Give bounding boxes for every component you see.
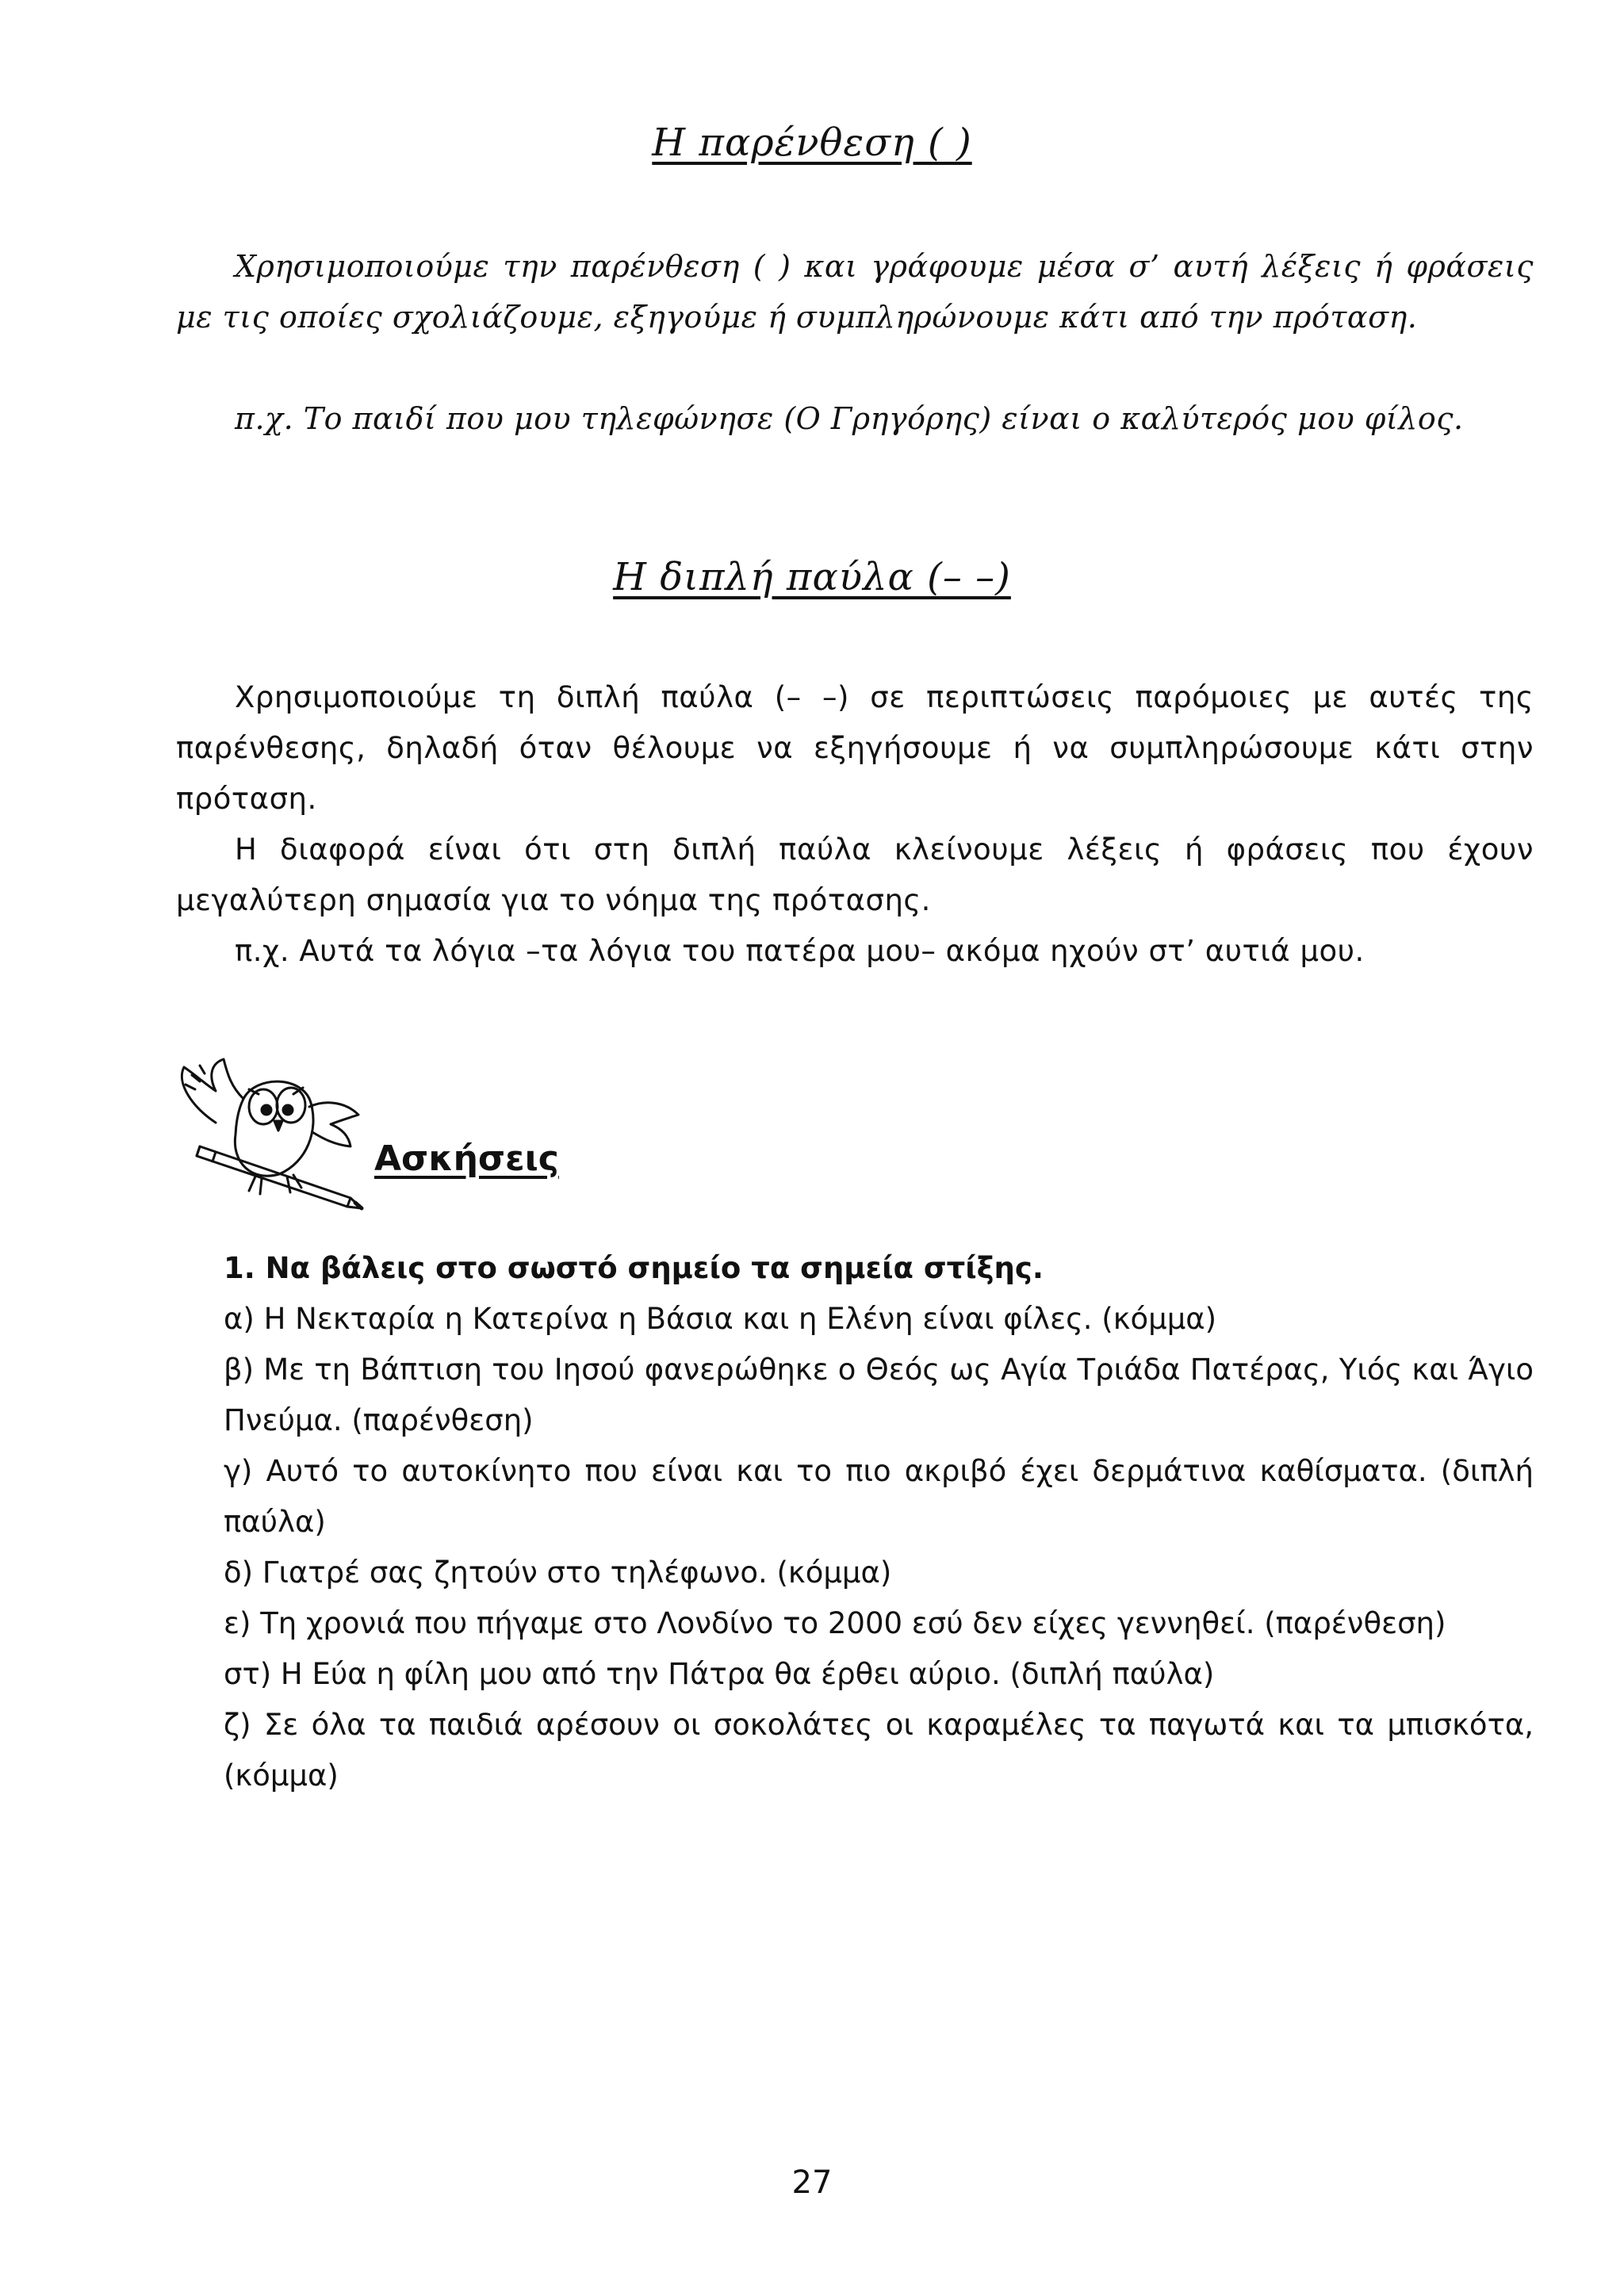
exercise-item: στ) Η Εύα η φίλη μου από την Πάτρα θα έρθει αύριο. (διπλή παύλα) xyxy=(224,1657,1215,1691)
exercise-item: β) Με τη Βάπτιση του Ιησού φανερώθηκε ο Θεός ως Αγία Τριάδα Πατέρας, Υιός και Άγιο Πνεύμα. (παρένθεση) xyxy=(224,1353,1534,1437)
exercise-list xyxy=(224,1243,1534,1801)
exercise-item: ζ) Σε όλα τα παιδιά αρέσουν οι σοκολάτες οι καραμέλες τα παγωτά και τα μπισκότα, (κόμμα) xyxy=(224,1708,1534,1793)
exercise-item: α) Η Νεκταρία η Κατερίνα η Βάσια και η Ελένη είναι φίλες. (κόμμα) xyxy=(224,1302,1217,1336)
parenthesis-explanation: Χρησιμοποιούμε την παρένθεση ( ) και γράφουμε μέσα σ’ αυτή λέξεις ή φράσεις με τις οποίες σχολιάζουμε, εξηγούμε ή συμπληρώνουμε κάτι από την πρόταση. xyxy=(176,249,1534,335)
double-dash-difference: Η διαφορά είναι ότι στη διπλή παύλα κλείνουμε λέξεις ή φράσεις που έχουν μεγαλύτερη σημασία για το νόημα της πρότασης. xyxy=(176,832,1534,917)
section-title-double-dash: Η διπλή παύλα (– –) xyxy=(613,555,1011,599)
double-dash-example: π.χ. Αυτά τα λόγια –τα λόγια του πατέρα μου– ακόμα ηχούν στ’ αυτιά μου. xyxy=(235,934,1365,968)
exercise-question: 1. Να βάλεις στο σωστό σημείο τα σημεία στίξης. xyxy=(224,1251,1044,1285)
exercise-item: δ) Γιατρέ σας ζητούν στο τηλέφωνο. (κόμμα) xyxy=(224,1556,892,1590)
page-number: 27 xyxy=(791,2164,833,2201)
owl-with-pencil-icon xyxy=(168,1027,406,1218)
exercise-item: γ) Αυτό το αυτοκίνητο που είναι και το πιο ακριβό έχει δερμάτινα καθίσματα. (διπλή παύλα) xyxy=(224,1454,1534,1539)
parenthesis-example: π.χ. Το παιδί που μου τηλεφώνησε (Ο Γρηγόρης) είναι ο καλύτερός μου φίλος. xyxy=(235,401,1464,436)
section-title-parenthesis: Η παρένθεση ( ) xyxy=(652,121,972,165)
exercises-heading: Ασκήσεις xyxy=(374,1138,559,1179)
exercise-item: ε) Τη χρονιά που πήγαμε στο Λονδίνο το 2000 εσύ δεν είχες γεννηθεί. (παρένθεση) xyxy=(224,1606,1446,1640)
double-dash-explanation: Χρησιμοποιούμε τη διπλή παύλα (– –) σε περιπτώσεις παρόμοιες με αυτές της παρένθεσης, δηλαδή όταν θέλουμε να εξηγήσουμε ή να συμπληρώσουμε κάτι στην πρόταση. xyxy=(176,680,1534,816)
